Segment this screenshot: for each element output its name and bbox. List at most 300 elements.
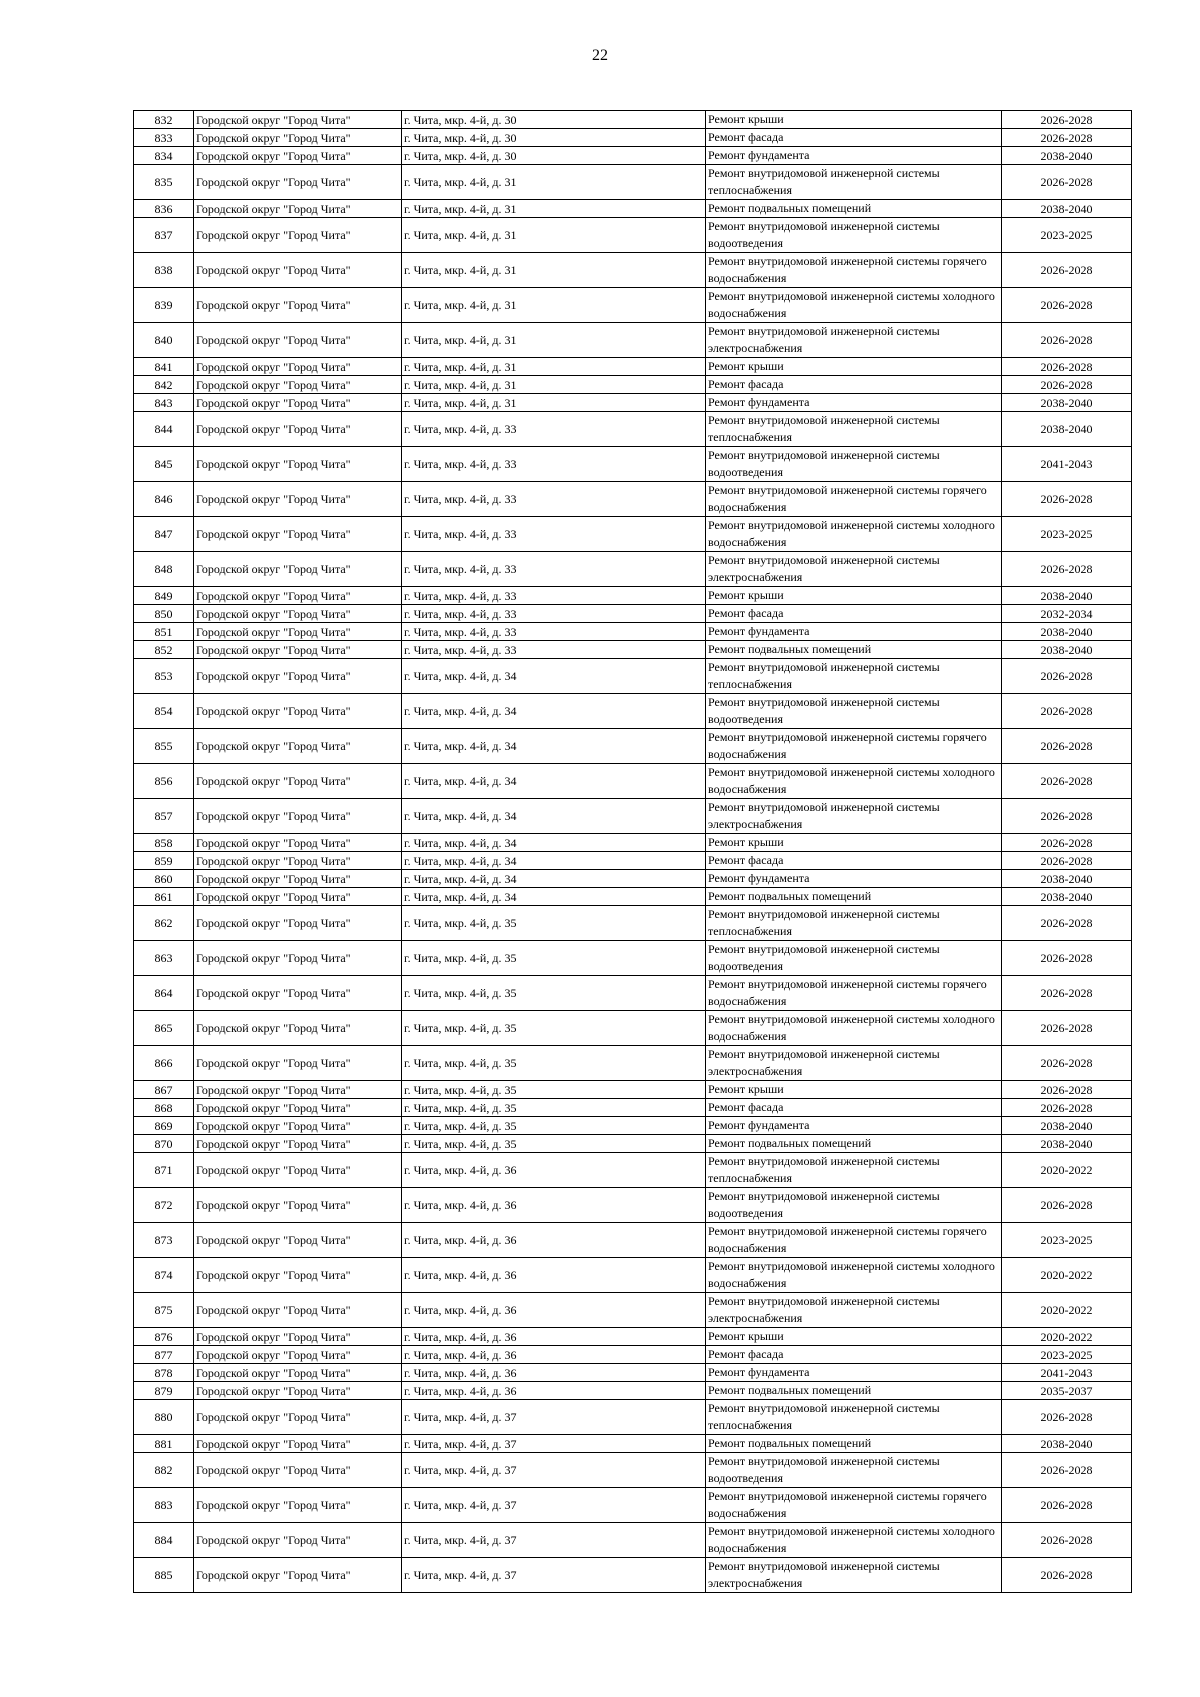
period-cell: 2038-2040 <box>1002 587 1132 605</box>
row-number-cell: 838 <box>134 253 194 288</box>
address-cell: г. Чита, мкр. 4-й, д. 36 <box>402 1153 706 1188</box>
table-row <box>134 552 1132 587</box>
row-number-cell: 834 <box>134 147 194 165</box>
work-type-cell: Ремонт внутридомовой инженерной системы теплоснабжения <box>706 659 1002 694</box>
row-number-cell: 862 <box>134 906 194 941</box>
municipality-cell: Городской округ "Город Чита" <box>194 1011 402 1046</box>
row-number-cell: 874 <box>134 1258 194 1293</box>
row-number-cell: 878 <box>134 1364 194 1382</box>
row-number-cell: 850 <box>134 605 194 623</box>
row-number-cell: 880 <box>134 1400 194 1435</box>
work-type-cell: Ремонт фундамента <box>706 394 1002 412</box>
work-type-cell: Ремонт внутридомовой инженерной системы горячего водоснабжения <box>706 482 1002 517</box>
work-type-cell: Ремонт подвальных помещений <box>706 1382 1002 1400</box>
work-type-cell: Ремонт внутридомовой инженерной системы водоотведения <box>706 941 1002 976</box>
municipality-cell: Городской округ "Город Чита" <box>194 870 402 888</box>
table-row <box>134 641 1132 659</box>
work-type-cell: Ремонт внутридомовой инженерной системы теплоснабжения <box>706 906 1002 941</box>
work-type-cell: Ремонт крыши <box>706 1328 1002 1346</box>
address-cell: г. Чита, мкр. 4-й, д. 36 <box>402 1223 706 1258</box>
municipality-cell: Городской округ "Город Чита" <box>194 1081 402 1099</box>
period-cell: 2023-2025 <box>1002 1346 1132 1364</box>
period-cell: 2023-2025 <box>1002 1223 1132 1258</box>
period-cell: 2026-2028 <box>1002 1188 1132 1223</box>
table-row <box>134 623 1132 641</box>
period-cell: 2038-2040 <box>1002 623 1132 641</box>
work-type-cell: Ремонт внутридомовой инженерной системы теплоснабжения <box>706 412 1002 447</box>
period-cell: 2023-2025 <box>1002 517 1132 552</box>
work-type-cell: Ремонт внутридомовой инженерной системы горячего водоснабжения <box>706 729 1002 764</box>
address-cell: г. Чита, мкр. 4-й, д. 34 <box>402 870 706 888</box>
municipality-cell: Городской округ "Город Чита" <box>194 799 402 834</box>
address-cell: г. Чита, мкр. 4-й, д. 35 <box>402 941 706 976</box>
address-cell: г. Чита, мкр. 4-й, д. 34 <box>402 764 706 799</box>
table-row <box>134 852 1132 870</box>
work-type-cell: Ремонт фасада <box>706 1099 1002 1117</box>
work-type-cell: Ремонт внутридомовой инженерной системы холодного водоснабжения <box>706 1523 1002 1558</box>
table-row <box>134 111 1132 129</box>
municipality-cell: Городской округ "Город Чита" <box>194 147 402 165</box>
work-type-cell: Ремонт внутридомовой инженерной системы водоотведения <box>706 447 1002 482</box>
address-cell: г. Чита, мкр. 4-й, д. 31 <box>402 200 706 218</box>
municipality-cell: Городской округ "Город Чита" <box>194 605 402 623</box>
period-cell: 2026-2028 <box>1002 906 1132 941</box>
row-number-cell: 875 <box>134 1293 194 1328</box>
table-row <box>134 394 1132 412</box>
municipality-cell: Городской округ "Город Чита" <box>194 659 402 694</box>
row-number-cell: 856 <box>134 764 194 799</box>
row-number-cell: 849 <box>134 587 194 605</box>
address-cell: г. Чита, мкр. 4-й, д. 31 <box>402 358 706 376</box>
period-cell: 2026-2028 <box>1002 1523 1132 1558</box>
work-type-cell: Ремонт внутридомовой инженерной системы горячего водоснабжения <box>706 1488 1002 1523</box>
municipality-cell: Городской округ "Город Чита" <box>194 517 402 552</box>
work-type-cell: Ремонт внутридомовой инженерной системы теплоснабжения <box>706 1400 1002 1435</box>
work-type-cell: Ремонт внутридомовой инженерной системы холодного водоснабжения <box>706 288 1002 323</box>
address-cell: г. Чита, мкр. 4-й, д. 35 <box>402 1099 706 1117</box>
address-cell: г. Чита, мкр. 4-й, д. 33 <box>402 605 706 623</box>
municipality-cell: Городской округ "Город Чита" <box>194 1523 402 1558</box>
address-cell: г. Чита, мкр. 4-й, д. 35 <box>402 1011 706 1046</box>
work-type-cell: Ремонт фасада <box>706 129 1002 147</box>
row-number-cell: 868 <box>134 1099 194 1117</box>
table-row <box>134 764 1132 799</box>
municipality-cell: Городской округ "Город Чита" <box>194 623 402 641</box>
table-row <box>134 147 1132 165</box>
work-type-cell: Ремонт подвальных помещений <box>706 888 1002 906</box>
row-number-cell: 851 <box>134 623 194 641</box>
work-type-cell: Ремонт крыши <box>706 358 1002 376</box>
period-cell: 2026-2028 <box>1002 376 1132 394</box>
period-cell: 2026-2028 <box>1002 482 1132 517</box>
period-cell: 2026-2028 <box>1002 165 1132 200</box>
table-row <box>134 605 1132 623</box>
table-row <box>134 1346 1132 1364</box>
municipality-cell: Городской округ "Город Чита" <box>194 358 402 376</box>
table-row <box>134 1523 1132 1558</box>
period-cell: 2038-2040 <box>1002 394 1132 412</box>
address-cell: г. Чита, мкр. 4-й, д. 31 <box>402 288 706 323</box>
municipality-cell: Городской округ "Город Чита" <box>194 1135 402 1153</box>
row-number-cell: 869 <box>134 1117 194 1135</box>
row-number-cell: 840 <box>134 323 194 358</box>
row-number-cell: 855 <box>134 729 194 764</box>
municipality-cell: Городской округ "Город Чита" <box>194 976 402 1011</box>
address-cell: г. Чита, мкр. 4-й, д. 34 <box>402 888 706 906</box>
municipality-cell: Городской округ "Город Чита" <box>194 1382 402 1400</box>
period-cell: 2023-2025 <box>1002 218 1132 253</box>
address-cell: г. Чита, мкр. 4-й, д. 33 <box>402 482 706 517</box>
work-type-cell: Ремонт подвальных помещений <box>706 200 1002 218</box>
table-row <box>134 976 1132 1011</box>
municipality-cell: Городской округ "Город Чита" <box>194 482 402 517</box>
period-cell: 2026-2028 <box>1002 1453 1132 1488</box>
table-row <box>134 1328 1132 1346</box>
period-cell: 2020-2022 <box>1002 1293 1132 1328</box>
address-cell: г. Чита, мкр. 4-й, д. 34 <box>402 799 706 834</box>
address-cell: г. Чита, мкр. 4-й, д. 37 <box>402 1523 706 1558</box>
period-cell: 2038-2040 <box>1002 1117 1132 1135</box>
table-row <box>134 799 1132 834</box>
period-cell: 2026-2028 <box>1002 253 1132 288</box>
row-number-cell: 846 <box>134 482 194 517</box>
address-cell: г. Чита, мкр. 4-й, д. 33 <box>402 412 706 447</box>
work-type-cell: Ремонт фасада <box>706 852 1002 870</box>
address-cell: г. Чита, мкр. 4-й, д. 36 <box>402 1293 706 1328</box>
period-cell: 2038-2040 <box>1002 147 1132 165</box>
address-cell: г. Чита, мкр. 4-й, д. 33 <box>402 517 706 552</box>
period-cell: 2026-2028 <box>1002 834 1132 852</box>
address-cell: г. Чита, мкр. 4-й, д. 36 <box>402 1328 706 1346</box>
period-cell: 2038-2040 <box>1002 200 1132 218</box>
period-cell: 2026-2028 <box>1002 1488 1132 1523</box>
row-number-cell: 832 <box>134 111 194 129</box>
table-row <box>134 323 1132 358</box>
table-row <box>134 165 1132 200</box>
table-row <box>134 218 1132 253</box>
row-number-cell: 859 <box>134 852 194 870</box>
period-cell: 2026-2028 <box>1002 552 1132 587</box>
period-cell: 2035-2037 <box>1002 1382 1132 1400</box>
municipality-cell: Городской округ "Город Чита" <box>194 1099 402 1117</box>
municipality-cell: Городской округ "Город Чита" <box>194 323 402 358</box>
row-number-cell: 863 <box>134 941 194 976</box>
table-row <box>134 1258 1132 1293</box>
table-row <box>134 412 1132 447</box>
address-cell: г. Чита, мкр. 4-й, д. 33 <box>402 447 706 482</box>
address-cell: г. Чита, мкр. 4-й, д. 30 <box>402 111 706 129</box>
address-cell: г. Чита, мкр. 4-й, д. 33 <box>402 587 706 605</box>
work-type-cell: Ремонт фундамента <box>706 1364 1002 1382</box>
address-cell: г. Чита, мкр. 4-й, д. 31 <box>402 253 706 288</box>
municipality-cell: Городской округ "Город Чита" <box>194 641 402 659</box>
table-row <box>134 482 1132 517</box>
work-type-cell: Ремонт внутридомовой инженерной системы водоотведения <box>706 694 1002 729</box>
municipality-cell: Городской округ "Город Чита" <box>194 1346 402 1364</box>
row-number-cell: 837 <box>134 218 194 253</box>
period-cell: 2026-2028 <box>1002 1099 1132 1117</box>
period-cell: 2026-2028 <box>1002 358 1132 376</box>
row-number-cell: 876 <box>134 1328 194 1346</box>
period-cell: 2041-2043 <box>1002 1364 1132 1382</box>
municipality-cell: Городской округ "Город Чита" <box>194 1558 402 1593</box>
address-cell: г. Чита, мкр. 4-й, д. 35 <box>402 1046 706 1081</box>
work-type-cell: Ремонт внутридомовой инженерной системы теплоснабжения <box>706 1153 1002 1188</box>
address-cell: г. Чита, мкр. 4-й, д. 36 <box>402 1382 706 1400</box>
work-type-cell: Ремонт подвальных помещений <box>706 641 1002 659</box>
period-cell: 2038-2040 <box>1002 888 1132 906</box>
period-cell: 2026-2028 <box>1002 976 1132 1011</box>
municipality-cell: Городской округ "Город Чита" <box>194 1117 402 1135</box>
row-number-cell: 872 <box>134 1188 194 1223</box>
municipality-cell: Городской округ "Город Чита" <box>194 200 402 218</box>
table-row <box>134 694 1132 729</box>
period-cell: 2026-2028 <box>1002 694 1132 729</box>
work-type-cell: Ремонт фундамента <box>706 147 1002 165</box>
work-type-cell: Ремонт внутридомовой инженерной системы холодного водоснабжения <box>706 1011 1002 1046</box>
work-type-cell: Ремонт крыши <box>706 587 1002 605</box>
address-cell: г. Чита, мкр. 4-й, д. 36 <box>402 1364 706 1382</box>
municipality-cell: Городской округ "Город Чита" <box>194 1453 402 1488</box>
row-number-cell: 852 <box>134 641 194 659</box>
address-cell: г. Чита, мкр. 4-й, д. 30 <box>402 147 706 165</box>
work-type-cell: Ремонт фундамента <box>706 623 1002 641</box>
address-cell: г. Чита, мкр. 4-й, д. 34 <box>402 852 706 870</box>
table-row <box>134 870 1132 888</box>
address-cell: г. Чита, мкр. 4-й, д. 35 <box>402 1135 706 1153</box>
period-cell: 2020-2022 <box>1002 1258 1132 1293</box>
row-number-cell: 836 <box>134 200 194 218</box>
period-cell: 2026-2028 <box>1002 1400 1132 1435</box>
work-type-cell: Ремонт внутридомовой инженерной системы электроснабжения <box>706 1558 1002 1593</box>
period-cell: 2026-2028 <box>1002 764 1132 799</box>
row-number-cell: 847 <box>134 517 194 552</box>
work-type-cell: Ремонт подвальных помещений <box>706 1135 1002 1153</box>
work-type-cell: Ремонт внутридомовой инженерной системы холодного водоснабжения <box>706 1258 1002 1293</box>
municipality-cell: Городской округ "Город Чита" <box>194 288 402 323</box>
table-row <box>134 1011 1132 1046</box>
work-type-cell: Ремонт крыши <box>706 834 1002 852</box>
row-number-cell: 835 <box>134 165 194 200</box>
row-number-cell: 864 <box>134 976 194 1011</box>
address-cell: г. Чита, мкр. 4-й, д. 37 <box>402 1400 706 1435</box>
row-number-cell: 843 <box>134 394 194 412</box>
period-cell: 2026-2028 <box>1002 1081 1132 1099</box>
row-number-cell: 882 <box>134 1453 194 1488</box>
table-row <box>134 587 1132 605</box>
table-row <box>134 888 1132 906</box>
row-number-cell: 858 <box>134 834 194 852</box>
municipality-cell: Городской округ "Город Чита" <box>194 834 402 852</box>
period-cell: 2038-2040 <box>1002 1135 1132 1153</box>
work-type-cell: Ремонт внутридомовой инженерной системы горячего водоснабжения <box>706 253 1002 288</box>
period-cell: 2026-2028 <box>1002 111 1132 129</box>
address-cell: г. Чита, мкр. 4-й, д. 34 <box>402 659 706 694</box>
row-number-cell: 839 <box>134 288 194 323</box>
row-number-cell: 865 <box>134 1011 194 1046</box>
work-type-cell: Ремонт крыши <box>706 111 1002 129</box>
municipality-cell: Городской округ "Город Чита" <box>194 941 402 976</box>
row-number-cell: 833 <box>134 129 194 147</box>
work-type-cell: Ремонт внутридомовой инженерной системы электроснабжения <box>706 1046 1002 1081</box>
table-row <box>134 517 1132 552</box>
work-type-cell: Ремонт фасада <box>706 376 1002 394</box>
municipality-cell: Городской округ "Город Чита" <box>194 394 402 412</box>
municipality-cell: Городской округ "Город Чита" <box>194 253 402 288</box>
work-type-cell: Ремонт фундамента <box>706 1117 1002 1135</box>
table-row <box>134 358 1132 376</box>
address-cell: г. Чита, мкр. 4-й, д. 35 <box>402 976 706 1011</box>
period-cell: 2032-2034 <box>1002 605 1132 623</box>
row-number-cell: 885 <box>134 1558 194 1593</box>
work-type-cell: Ремонт внутридомовой инженерной системы электроснабжения <box>706 552 1002 587</box>
municipality-cell: Городской округ "Город Чита" <box>194 1400 402 1435</box>
work-type-cell: Ремонт внутридомовой инженерной системы электроснабжения <box>706 323 1002 358</box>
municipality-cell: Городской округ "Город Чита" <box>194 906 402 941</box>
municipality-cell: Городской округ "Город Чита" <box>194 1293 402 1328</box>
municipality-cell: Городской округ "Город Чита" <box>194 729 402 764</box>
row-number-cell: 845 <box>134 447 194 482</box>
table-row <box>134 288 1132 323</box>
table-row <box>134 1488 1132 1523</box>
table-row <box>134 200 1132 218</box>
row-number-cell: 841 <box>134 358 194 376</box>
address-cell: г. Чита, мкр. 4-й, д. 31 <box>402 218 706 253</box>
table-row <box>134 729 1132 764</box>
period-cell: 2026-2028 <box>1002 799 1132 834</box>
table-row <box>134 834 1132 852</box>
period-cell: 2026-2028 <box>1002 288 1132 323</box>
period-cell: 2020-2022 <box>1002 1328 1132 1346</box>
address-cell: г. Чита, мкр. 4-й, д. 35 <box>402 906 706 941</box>
table-row <box>134 1293 1132 1328</box>
table-row <box>134 1081 1132 1099</box>
period-cell: 2026-2028 <box>1002 129 1132 147</box>
work-type-cell: Ремонт внутридомовой инженерной системы водоотведения <box>706 218 1002 253</box>
period-cell: 2026-2028 <box>1002 852 1132 870</box>
municipality-cell: Городской округ "Город Чита" <box>194 1046 402 1081</box>
work-type-cell: Ремонт фундамента <box>706 870 1002 888</box>
municipality-cell: Городской округ "Город Чита" <box>194 447 402 482</box>
table-row <box>134 376 1132 394</box>
table-row <box>134 659 1132 694</box>
address-cell: г. Чита, мкр. 4-й, д. 35 <box>402 1081 706 1099</box>
table-row <box>134 1188 1132 1223</box>
work-type-cell: Ремонт подвальных помещений <box>706 1435 1002 1453</box>
municipality-cell: Городской округ "Город Чита" <box>194 1488 402 1523</box>
municipality-cell: Городской округ "Город Чита" <box>194 218 402 253</box>
work-type-cell: Ремонт крыши <box>706 1081 1002 1099</box>
period-cell: 2020-2022 <box>1002 1153 1132 1188</box>
address-cell: г. Чита, мкр. 4-й, д. 36 <box>402 1188 706 1223</box>
table-row <box>134 1046 1132 1081</box>
municipality-cell: Городской округ "Город Чита" <box>194 852 402 870</box>
period-cell: 2026-2028 <box>1002 941 1132 976</box>
row-number-cell: 870 <box>134 1135 194 1153</box>
municipality-cell: Городской округ "Город Чита" <box>194 1223 402 1258</box>
table-row <box>134 1558 1132 1593</box>
municipality-cell: Городской округ "Город Чита" <box>194 129 402 147</box>
row-number-cell: 881 <box>134 1435 194 1453</box>
period-cell: 2038-2040 <box>1002 1435 1132 1453</box>
work-type-cell: Ремонт фасада <box>706 1346 1002 1364</box>
row-number-cell: 883 <box>134 1488 194 1523</box>
address-cell: г. Чита, мкр. 4-й, д. 33 <box>402 552 706 587</box>
address-cell: г. Чита, мкр. 4-й, д. 31 <box>402 165 706 200</box>
period-cell: 2026-2028 <box>1002 729 1132 764</box>
work-type-cell: Ремонт внутридомовой инженерной системы холодного водоснабжения <box>706 517 1002 552</box>
work-type-cell: Ремонт внутридомовой инженерной системы горячего водоснабжения <box>706 976 1002 1011</box>
table-row <box>134 129 1132 147</box>
municipality-cell: Городской округ "Город Чита" <box>194 1188 402 1223</box>
address-cell: г. Чита, мкр. 4-й, д. 37 <box>402 1488 706 1523</box>
address-cell: г. Чита, мкр. 4-й, д. 33 <box>402 623 706 641</box>
municipality-cell: Городской округ "Город Чита" <box>194 1258 402 1293</box>
table-row <box>134 253 1132 288</box>
work-type-cell: Ремонт фасада <box>706 605 1002 623</box>
row-number-cell: 877 <box>134 1346 194 1364</box>
work-type-cell: Ремонт внутридомовой инженерной системы водоотведения <box>706 1453 1002 1488</box>
municipality-cell: Городской округ "Город Чита" <box>194 1328 402 1346</box>
work-type-cell: Ремонт внутридомовой инженерной системы горячего водоснабжения <box>706 1223 1002 1258</box>
row-number-cell: 861 <box>134 888 194 906</box>
table-row <box>134 1135 1132 1153</box>
municipality-cell: Городской округ "Город Чита" <box>194 1435 402 1453</box>
page-number: 22 <box>592 47 608 64</box>
table-row <box>134 941 1132 976</box>
municipality-cell: Городской округ "Город Чита" <box>194 764 402 799</box>
address-cell: г. Чита, мкр. 4-й, д. 31 <box>402 376 706 394</box>
period-cell: 2026-2028 <box>1002 659 1132 694</box>
municipality-cell: Городской округ "Город Чита" <box>194 694 402 729</box>
address-cell: г. Чита, мкр. 4-й, д. 30 <box>402 129 706 147</box>
table-row <box>134 447 1132 482</box>
row-number-cell: 854 <box>134 694 194 729</box>
table-row <box>134 1099 1132 1117</box>
table-row <box>134 1117 1132 1135</box>
row-number-cell: 867 <box>134 1081 194 1099</box>
address-cell: г. Чита, мкр. 4-й, д. 37 <box>402 1558 706 1593</box>
address-cell: г. Чита, мкр. 4-й, д. 34 <box>402 729 706 764</box>
address-cell: г. Чита, мкр. 4-й, д. 37 <box>402 1453 706 1488</box>
row-number-cell: 857 <box>134 799 194 834</box>
address-cell: г. Чита, мкр. 4-й, д. 34 <box>402 694 706 729</box>
period-cell: 2026-2028 <box>1002 1558 1132 1593</box>
table-body <box>134 111 1132 1593</box>
period-cell: 2041-2043 <box>1002 447 1132 482</box>
row-number-cell: 844 <box>134 412 194 447</box>
municipality-cell: Городской округ "Город Чита" <box>194 111 402 129</box>
municipality-cell: Городской округ "Город Чита" <box>194 552 402 587</box>
row-number-cell: 860 <box>134 870 194 888</box>
table-row <box>134 1153 1132 1188</box>
period-cell: 2038-2040 <box>1002 870 1132 888</box>
address-cell: г. Чита, мкр. 4-й, д. 37 <box>402 1435 706 1453</box>
table-row <box>134 1400 1132 1435</box>
table-row <box>134 1223 1132 1258</box>
period-cell: 2026-2028 <box>1002 1011 1132 1046</box>
address-cell: г. Чита, мкр. 4-й, д. 34 <box>402 834 706 852</box>
period-cell: 2038-2040 <box>1002 412 1132 447</box>
work-type-cell: Ремонт внутридомовой инженерной системы теплоснабжения <box>706 165 1002 200</box>
municipality-cell: Городской округ "Город Чита" <box>194 888 402 906</box>
address-cell: г. Чита, мкр. 4-й, д. 31 <box>402 394 706 412</box>
table-row <box>134 1364 1132 1382</box>
work-type-cell: Ремонт внутридомовой инженерной системы водоотведения <box>706 1188 1002 1223</box>
municipality-cell: Городской округ "Город Чита" <box>194 1153 402 1188</box>
row-number-cell: 866 <box>134 1046 194 1081</box>
row-number-cell: 853 <box>134 659 194 694</box>
